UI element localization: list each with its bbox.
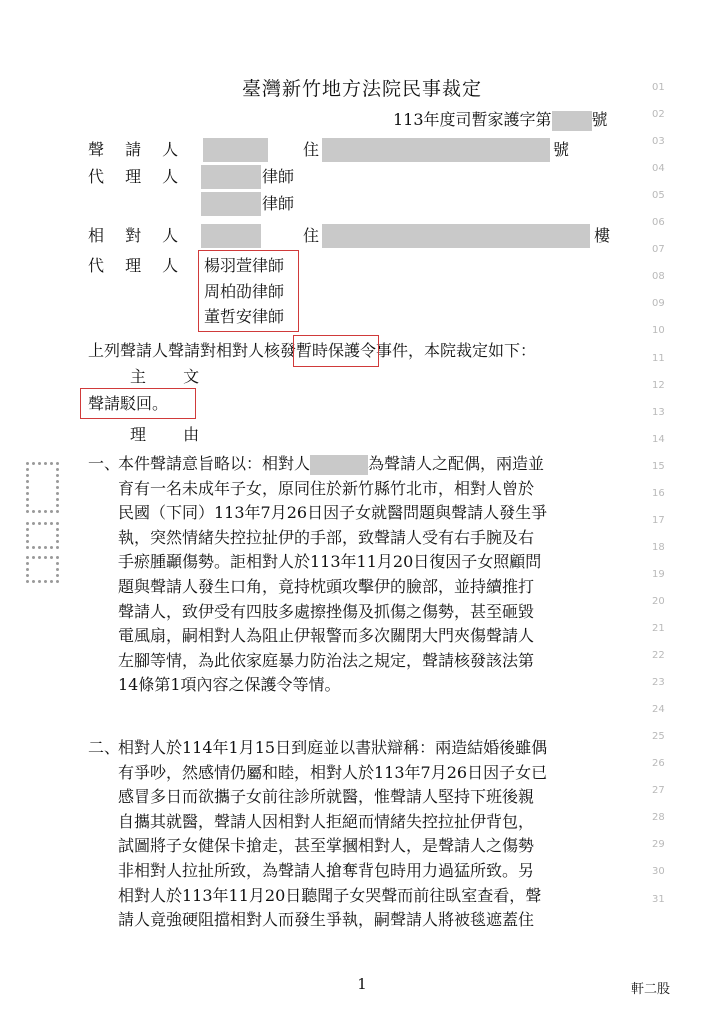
line-number: 23 (652, 677, 665, 688)
punch-dot (26, 462, 29, 465)
punch-dot (38, 462, 41, 465)
punch-dot (32, 580, 35, 583)
punch-dot (50, 546, 53, 549)
punch-dot (26, 498, 29, 501)
respondent-agent-1: 楊羽萱律師 (204, 256, 285, 275)
punch-dot (56, 474, 59, 477)
intro-highlight (296, 341, 376, 361)
section2-line: 自攜其就醫，聲請人因相對人拒絕而情緒失控拉扯伊背包， (118, 811, 535, 831)
line-number: 22 (652, 650, 665, 661)
page-number: 1 (357, 975, 367, 993)
punch-dot (56, 480, 59, 483)
line-number: 17 (652, 515, 665, 526)
respondent-agent-2: 周柏劭律師 (204, 282, 285, 301)
punch-dot (44, 522, 47, 525)
line-number: 05 (652, 190, 665, 201)
section2-line: 相對人於113年11月20日聽聞子女哭聲而前往臥室查看，聲 (118, 885, 542, 905)
punch-dot (56, 574, 59, 577)
punch-dot (26, 580, 29, 583)
punch-dot (56, 522, 59, 525)
punch-dot (56, 534, 59, 537)
respondent-agent-label: 代 理 人 (88, 256, 187, 275)
section1-first-line (118, 452, 630, 477)
punch-dot (56, 486, 59, 489)
section1-line: 民國（下同）113年7月26日因子女就醫問題與聲請人發生爭 (118, 503, 548, 523)
line-number: 01 (652, 82, 665, 93)
line-number: 04 (652, 163, 665, 174)
line-number: 15 (652, 461, 665, 472)
punch-dot (56, 568, 59, 571)
line-number: 02 (652, 109, 665, 120)
punch-dot (44, 546, 47, 549)
petitioner-label: 聲 請 人 (88, 140, 187, 159)
line-number: 09 (652, 298, 665, 309)
line-number: 06 (652, 217, 665, 228)
punch-dot (26, 562, 29, 565)
section2-line: 感冒多日而欲攜子女前往診所就醫，惟聲請人堅持下班後親 (118, 787, 535, 807)
division-label: 軒二股 (631, 982, 671, 997)
section1-first-before: 本件聲請意旨略以：相對人 (118, 454, 311, 473)
section1-line: 育有一名未成年子女，原同住於新竹縣竹北市，相對人曾於 (118, 478, 535, 498)
punch-dot (26, 556, 29, 559)
line-number: 28 (652, 812, 665, 823)
punch-dot (26, 568, 29, 571)
case-number-prefix: 113年度司暫家護字第 (393, 110, 552, 129)
punch-dot (26, 534, 29, 537)
section2-line: 相對人於114年1月15日到庭並以書狀辯稱：兩造結婚後雖偶 (118, 738, 548, 757)
respondent-agent-3: 董哲安律師 (204, 307, 285, 326)
redacted-respondent-name (201, 224, 261, 248)
punch-dot (26, 540, 29, 543)
punch-dot (26, 510, 29, 513)
line-number: 31 (652, 894, 665, 905)
punch-dot (56, 580, 59, 583)
section1-line: 電風扇，嗣相對人為阻止伊報警而多次關閉大門夾傷聲請人 (118, 626, 535, 646)
punch-dot (26, 474, 29, 477)
line-number: 20 (652, 596, 665, 607)
document-title: 臺灣新竹地方法院民事裁定 (241, 78, 482, 100)
punch-dot (26, 468, 29, 471)
punch-dot (32, 546, 35, 549)
punch-dot (44, 510, 47, 513)
line-number: 11 (652, 353, 665, 364)
punch-dot (32, 510, 35, 513)
punch-dot (38, 510, 41, 513)
section1-line: 14條第1項內容之保護令等情。 (118, 675, 341, 695)
punch-dot (56, 462, 59, 465)
punch-dot (26, 528, 29, 531)
highlight-box-order (293, 335, 379, 367)
punch-dot (56, 498, 59, 501)
section2-body (118, 736, 630, 933)
petitioner-agent-label: 代 理 人 (88, 167, 187, 186)
line-number: 07 (652, 244, 665, 255)
section1-line: 左腳等情，為此依家庭暴力防治法之規定，聲請核發該法第 (118, 650, 535, 670)
section1-body (118, 452, 630, 698)
line-number: 26 (652, 758, 665, 769)
line-number: 18 (652, 542, 665, 553)
punch-dot (26, 574, 29, 577)
petitioner-residence-label: 住 (303, 140, 320, 159)
redacted-case-number (552, 111, 592, 131)
line-number: 29 (652, 839, 665, 850)
line-number: 10 (652, 325, 665, 336)
punch-dot (44, 556, 47, 559)
section2-line: 有爭吵，然感情仍屬和睦，相對人於113年7月26日因子女已 (118, 762, 548, 782)
intro-after: 事件，本院裁定如下： (376, 341, 537, 360)
punch-dot (56, 510, 59, 513)
intro-highlight-text: 暫時保護令 (296, 341, 377, 360)
section2-marker: 二、 (88, 738, 121, 757)
punch-dot (56, 504, 59, 507)
punch-dot (56, 492, 59, 495)
section1-line: 執，突然情緒失控拉扯伊的手部，致聲請人受有右手腕及右 (118, 527, 535, 547)
line-number: 14 (652, 434, 665, 445)
section1-first-after: 為聲請人之配偶，兩造並 (368, 454, 545, 473)
reason-heading: 理 由 (130, 425, 216, 444)
punch-dot (26, 546, 29, 549)
intro-line (88, 341, 536, 361)
punch-dot (26, 522, 29, 525)
line-number: 12 (652, 380, 665, 391)
punch-dot (56, 556, 59, 559)
punch-dot (26, 504, 29, 507)
line-number: 21 (652, 623, 665, 634)
punch-dot (50, 462, 53, 465)
punch-dot (56, 528, 59, 531)
punch-dot (56, 562, 59, 565)
line-number: 08 (652, 271, 665, 282)
respondent-label: 相 對 人 (88, 226, 187, 245)
section2-line: 非相對人拉扯所致，為聲請人搶奪背包時用力過猛所致。另 (118, 860, 535, 880)
punch-dot (26, 480, 29, 483)
punch-dot (38, 522, 41, 525)
section2-line: 請人竟強硬阻擋相對人而發生爭執，嗣聲請人將被毯遮蓋住 (118, 910, 535, 930)
punch-dot (26, 492, 29, 495)
respondent-residence-label: 住 (303, 226, 320, 245)
punch-dot (50, 522, 53, 525)
punch-dot (32, 556, 35, 559)
line-number: 30 (652, 866, 665, 877)
line-number: 13 (652, 407, 665, 418)
punch-dot (38, 580, 41, 583)
punch-dot (26, 486, 29, 489)
punch-dot (50, 556, 53, 559)
redacted-respondent-name-inline (310, 455, 368, 475)
case-number (393, 110, 608, 131)
line-number: 24 (652, 704, 665, 715)
redacted-agent-name-2 (201, 192, 261, 216)
punch-dot (38, 556, 41, 559)
punch-dot (44, 580, 47, 583)
intro-before: 上列聲請人聲請對相對人核發 (88, 341, 297, 360)
redacted-petitioner-address (322, 138, 550, 162)
punch-dot (38, 546, 41, 549)
lawyer-suffix-1: 律師 (262, 167, 295, 186)
case-number-suffix: 號 (591, 110, 608, 129)
redacted-petitioner-name (203, 138, 268, 162)
main-text-heading: 主 文 (130, 367, 216, 386)
punch-dot (50, 580, 53, 583)
punch-dot (56, 468, 59, 471)
redacted-agent-name-1 (201, 165, 261, 189)
line-number: 27 (652, 785, 665, 796)
respondent-address-suffix: 樓 (594, 226, 611, 245)
line-number: 16 (652, 488, 665, 499)
punch-dot (44, 462, 47, 465)
section1-line: 聲請人，致伊受有四肢多處擦挫傷及抓傷之傷勢，甚至砸毀 (118, 601, 535, 621)
lawyer-suffix-2: 律師 (262, 194, 295, 213)
section1-line: 題與聲請人發生口角，竟持枕頭攻擊伊的臉部，並持續推打 (118, 576, 535, 596)
punch-dot (32, 462, 35, 465)
punch-dot (56, 546, 59, 549)
line-number: 03 (652, 136, 665, 147)
punch-dot (56, 540, 59, 543)
section2-line: 試圖將子女健保卡搶走，甚至掌摑相對人，是聲請人之傷勢 (118, 836, 535, 856)
petitioner-address-suffix: 號 (553, 140, 570, 159)
line-number: 19 (652, 569, 665, 580)
line-number: 25 (652, 731, 665, 742)
punch-dot (32, 522, 35, 525)
section1-line: 手瘀腫顳傷勢。詎相對人於113年11月20日復因子女照顧問 (118, 552, 542, 572)
punch-dot (50, 510, 53, 513)
ruling-text: 聲請駁回。 (88, 394, 169, 413)
redacted-respondent-address (322, 224, 590, 248)
section1-marker: 一、 (88, 454, 121, 473)
